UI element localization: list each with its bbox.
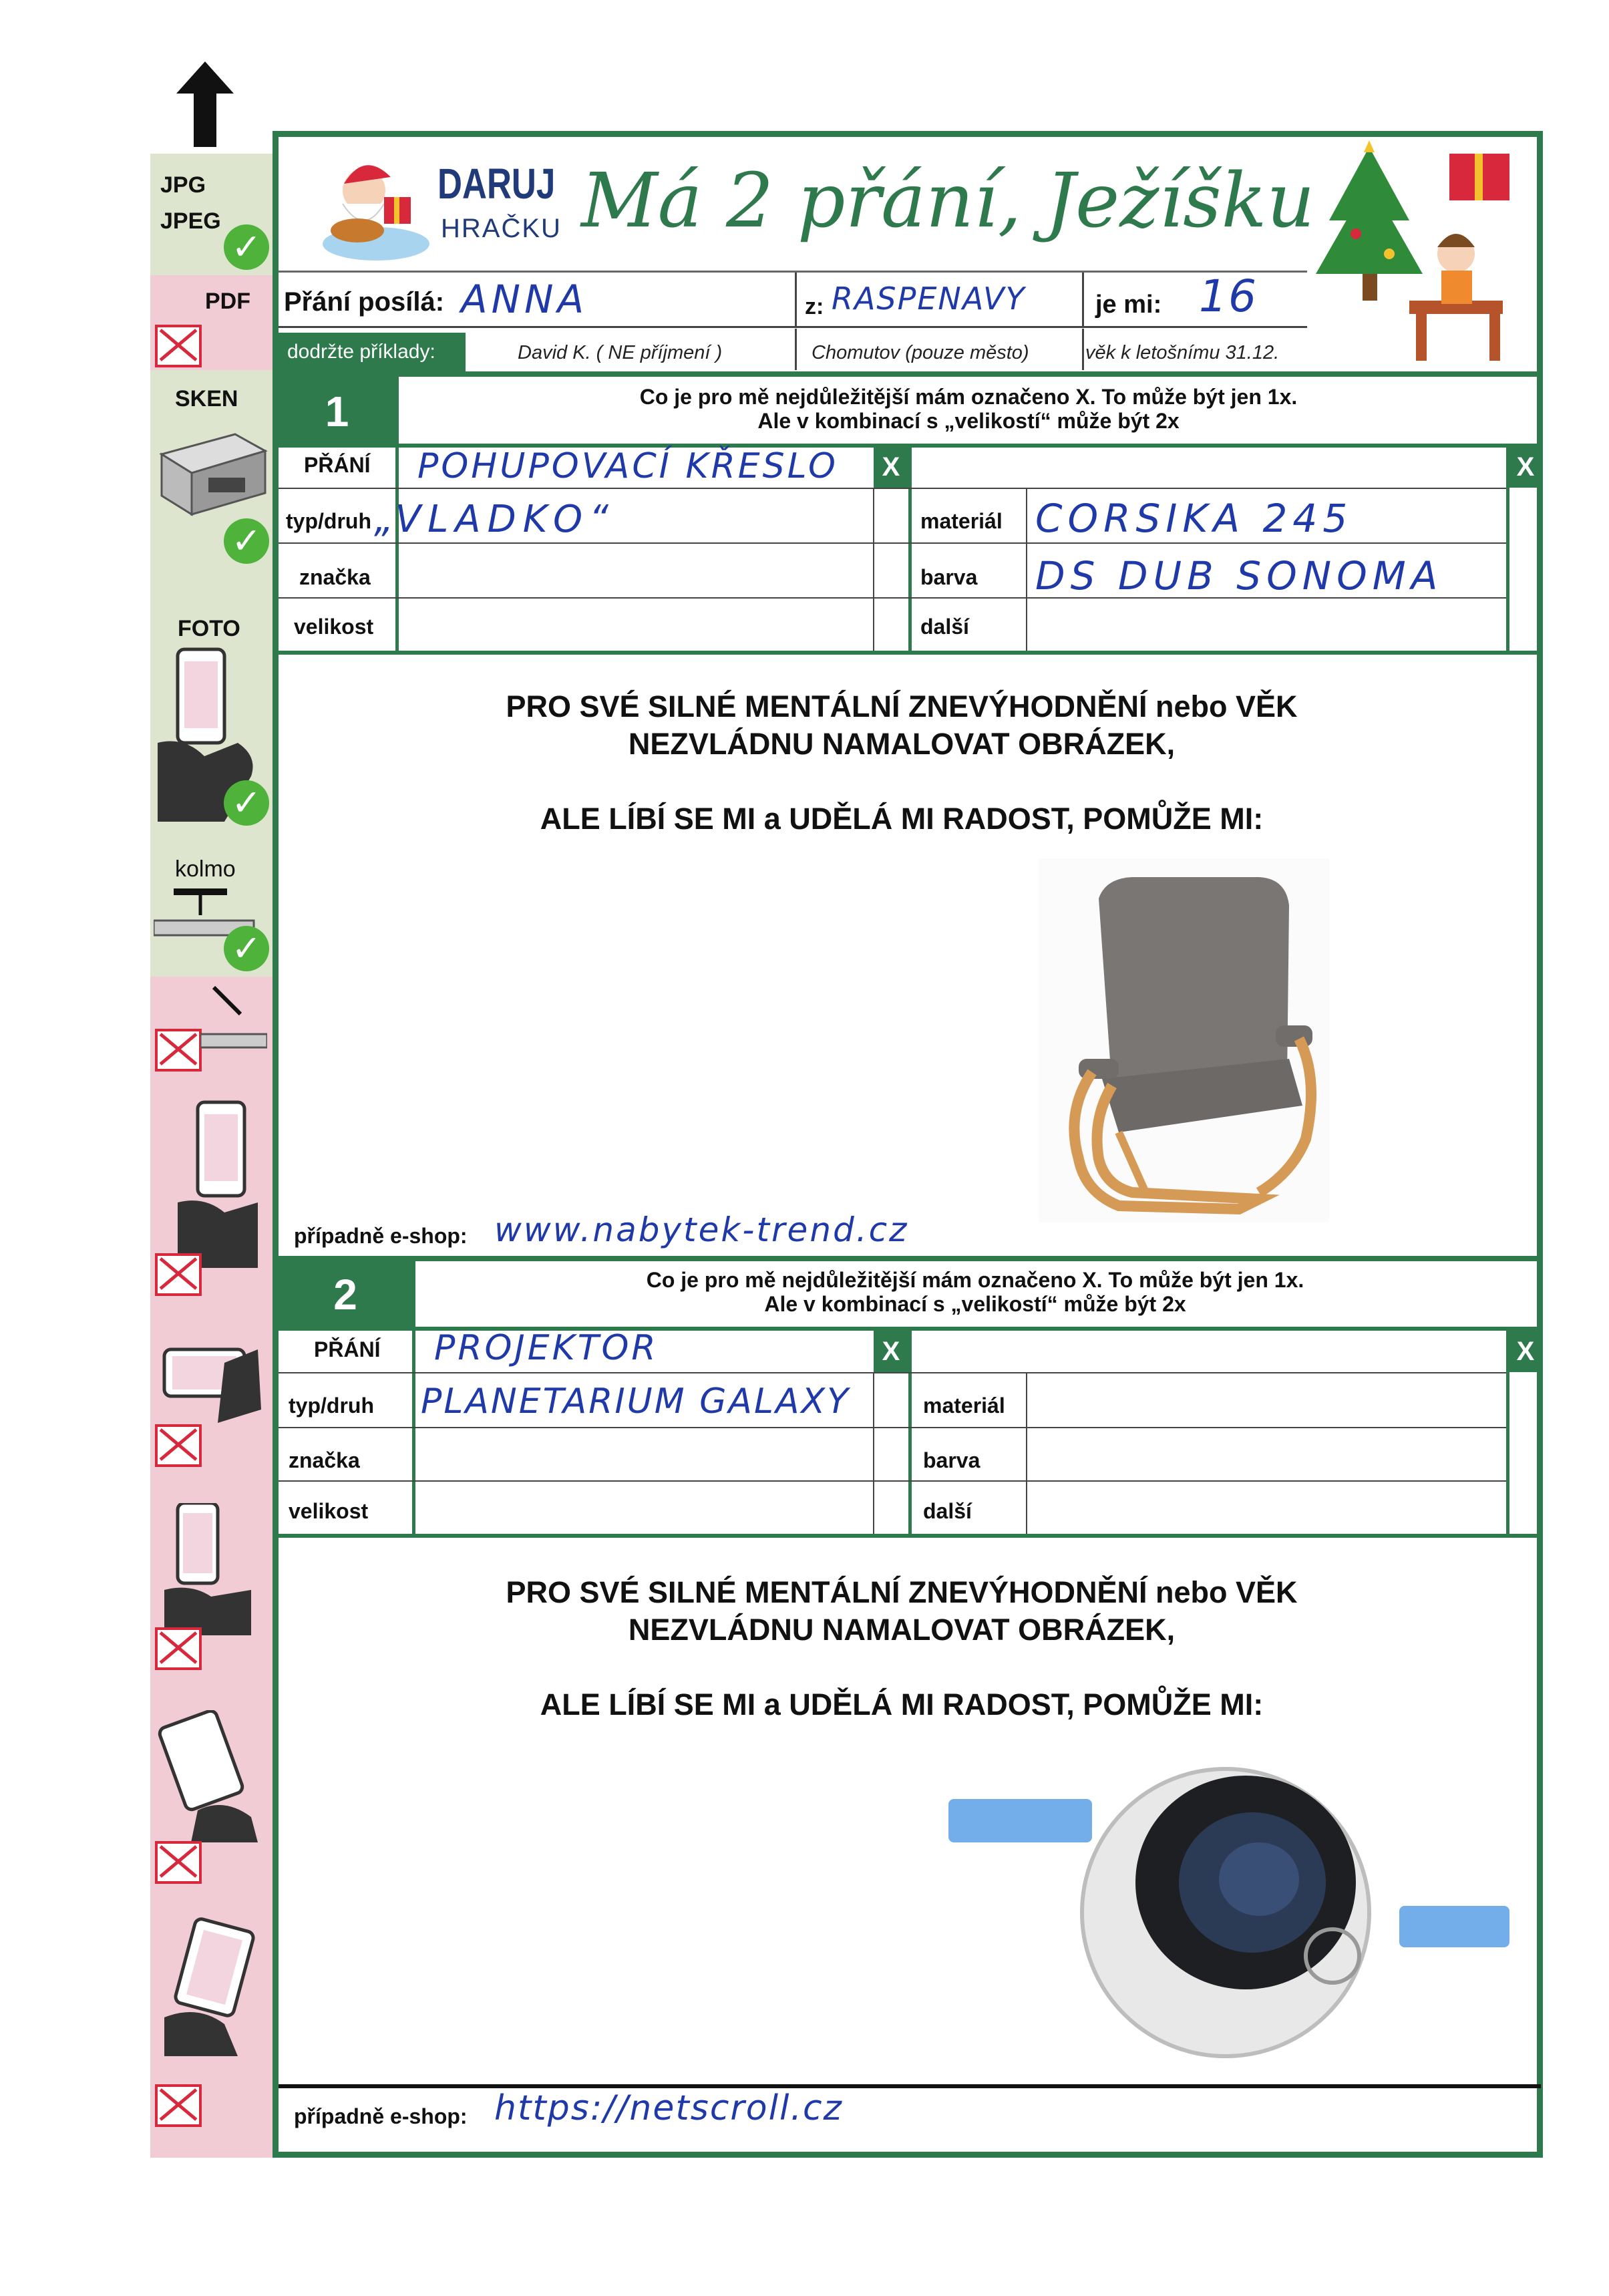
from-label: z:: [805, 294, 824, 319]
wish-2-eshop-value: https://netscroll.cz: [494, 2088, 843, 2128]
wish-1-notice-line3: ALE LÍBÍ SE MI a UDĚLÁ MI RADOST, POMŮŽE MI:: [540, 802, 1264, 836]
sender-label: Přání posílá:: [284, 287, 445, 317]
red-cross-icon: [155, 1841, 202, 1884]
wish-1-row-line: [279, 488, 1506, 489]
christmas-tree-icon: [1302, 140, 1523, 367]
scanner-icon: [155, 414, 269, 528]
logo-line2: HRAČKU: [441, 214, 562, 243]
phone-photo-icon: [158, 1710, 264, 1844]
wish-2-size-label: velikost: [289, 1499, 369, 1523]
wish-1-vline-mid: [908, 444, 912, 652]
red-cross-icon: [155, 1029, 202, 1072]
wish-1-vline-x1: [873, 488, 874, 652]
sender-value: ANNA: [461, 277, 588, 322]
age-label: je mi:: [1095, 291, 1162, 319]
wish-2-color-label: barva: [923, 1448, 980, 1472]
wish-1-color-label: barva: [920, 565, 978, 589]
header-bottom-line: [273, 371, 1543, 377]
checkmark-icon: ✓: [224, 780, 269, 826]
checkmark-icon: ✓: [224, 224, 269, 270]
header-separator: [279, 271, 1307, 273]
logo-line1: DARUJ: [437, 160, 556, 208]
wish-1-vline-label2: [1026, 488, 1027, 652]
wish-1-number: 1: [279, 377, 395, 446]
wish-1-info-line2: Ale v kombinací s „velikostí“ může být 2x: [757, 409, 1180, 433]
up-arrow-icon: [175, 61, 235, 148]
examples-label: dodržte příklady:: [287, 341, 435, 363]
santa-logo-icon: [317, 150, 434, 264]
example-name: David K. ( NE příjmení ): [518, 342, 723, 363]
wish-1-row-line: [279, 542, 1506, 544]
wish-2-row-line: [279, 1427, 1506, 1428]
wish-1-value: POHUPOVACÍ KŘESLO: [417, 446, 838, 486]
strip-sken-label: SKEN: [175, 386, 238, 412]
phone-photo-icon: [158, 1503, 264, 1637]
chair-photo: [1039, 858, 1329, 1222]
wish-2-x-mark: X: [874, 1331, 908, 1372]
wish-2-other-label: další: [923, 1499, 972, 1523]
phone-photo-icon: [158, 1096, 264, 1269]
wish-2-vline-mid: [908, 1327, 912, 1536]
red-cross-icon: [155, 1424, 202, 1467]
wish-1-table-bottom: [273, 651, 1543, 655]
wish-2-x-mark-2: X: [1508, 1331, 1543, 1372]
wish-1-type-label: typ/druh: [286, 509, 371, 533]
wish-1-x-mark-2: X: [1508, 446, 1543, 488]
strip-foto-label: FOTO: [178, 616, 240, 641]
divider: [795, 329, 797, 370]
wish-1-eshop-value: www.nabytek-trend.cz: [494, 1210, 909, 1249]
wish-2-notice-line2: NEZVLÁDNU NAMALOVAT OBRÁZEK,: [628, 1613, 1176, 1647]
tilted-scanner-icon: [200, 981, 267, 1054]
wish-2-vline-x1: [873, 1372, 874, 1536]
wish-1-type-value: „VLADKO“: [374, 498, 616, 541]
wish-2-row-line: [279, 1480, 1506, 1482]
wish-1-label: PŘÁNÍ: [304, 453, 371, 477]
wish-2-vline-label2: [1026, 1372, 1027, 1536]
wish-1-info-line1: Co je pro mě nejdůležitější mám označeno X. To může být jen 1x.: [639, 385, 1298, 409]
wish-2-type-label: typ/druh: [289, 1393, 374, 1418]
red-cross-icon: [155, 1627, 202, 1670]
strip-pdf-label: PDF: [205, 289, 250, 314]
wish-2-eshop-label: případně e-shop:: [294, 2104, 468, 2128]
wish-2-info-line2: Ale v kombinací s „velikostí“ může být 2x: [764, 1292, 1186, 1316]
wish-1-material-value: CORSIKA 245: [1035, 496, 1353, 541]
wish-separator: [273, 1256, 1543, 1261]
wish-2-row-line: [279, 1372, 1506, 1373]
wish-1-size-label: velikost: [294, 615, 374, 639]
eshop-2-line: [279, 2084, 1541, 2088]
divider: [1082, 273, 1084, 326]
wish-1-brand-label: značka: [299, 565, 371, 589]
wish-2-material-label: materiál: [923, 1393, 1005, 1418]
wish-1-notice-line2: NEZVLÁDNU NAMALOVAT OBRÁZEK,: [628, 727, 1176, 761]
age-value: 16: [1199, 271, 1258, 322]
phone-photo-icon: [158, 1917, 264, 2058]
wish-1-x-mark: X: [874, 446, 908, 488]
strip-jpg-label: JPG: [160, 172, 206, 198]
wish-1-material-label: materiál: [920, 509, 1003, 533]
wish-2-number: 2: [279, 1261, 412, 1328]
example-city: Chomutov (pouze město): [812, 342, 1029, 363]
wish-2-notice-line3: ALE LÍBÍ SE MI a UDĚLÁ MI RADOST, POMŮŽE MI:: [540, 1687, 1264, 1721]
wish-2-type-value: PLANETARIUM GALAXY: [421, 1381, 850, 1422]
from-value: RASPENAVY: [832, 281, 1026, 317]
strip-jpeg-label: JPEG: [160, 208, 221, 234]
page-title: Má 2 přání, Ježíšku: [581, 158, 1315, 244]
wish-2-brand-label: značka: [289, 1448, 360, 1472]
wish-1-other-label: další: [920, 615, 969, 639]
divider: [795, 273, 797, 326]
wish-1-color-value: DS DUB SONOMA: [1035, 553, 1443, 599]
red-cross-icon: [155, 325, 202, 367]
wish-1-eshop-label: případně e-shop:: [294, 1224, 468, 1248]
checkmark-icon: ✓: [224, 518, 269, 564]
checkmark-icon: ✓: [224, 926, 269, 971]
wish-2-info-line1: Co je pro mě nejdůležitější mám označeno X. To může být jen 1x.: [646, 1268, 1304, 1292]
wish-2-table-bottom: [273, 1534, 1543, 1538]
wish-2-value: PROJEKTOR: [434, 1328, 659, 1368]
wish-1-notice-line1: PRO SVÉ SILNÉ MENTÁLNÍ ZNEVÝHODNĚNÍ nebo VĚK: [506, 689, 1298, 723]
strip-kolmo-label: kolmo: [175, 856, 236, 882]
projector-photo: [938, 1736, 1526, 2096]
red-cross-icon: [155, 1253, 202, 1296]
sender-underline: [279, 326, 1307, 328]
wish-2-notice-line1: PRO SVÉ SILNÉ MENTÁLNÍ ZNEVÝHODNĚNÍ nebo VĚK: [506, 1575, 1298, 1609]
wish-2-vline: [412, 1261, 415, 1536]
wish-2-label: PŘÁNÍ: [314, 1337, 381, 1361]
example-age: věk k letošnímu 31.12.: [1085, 342, 1280, 363]
red-cross-icon: [155, 2084, 202, 2127]
divider: [1082, 329, 1084, 370]
